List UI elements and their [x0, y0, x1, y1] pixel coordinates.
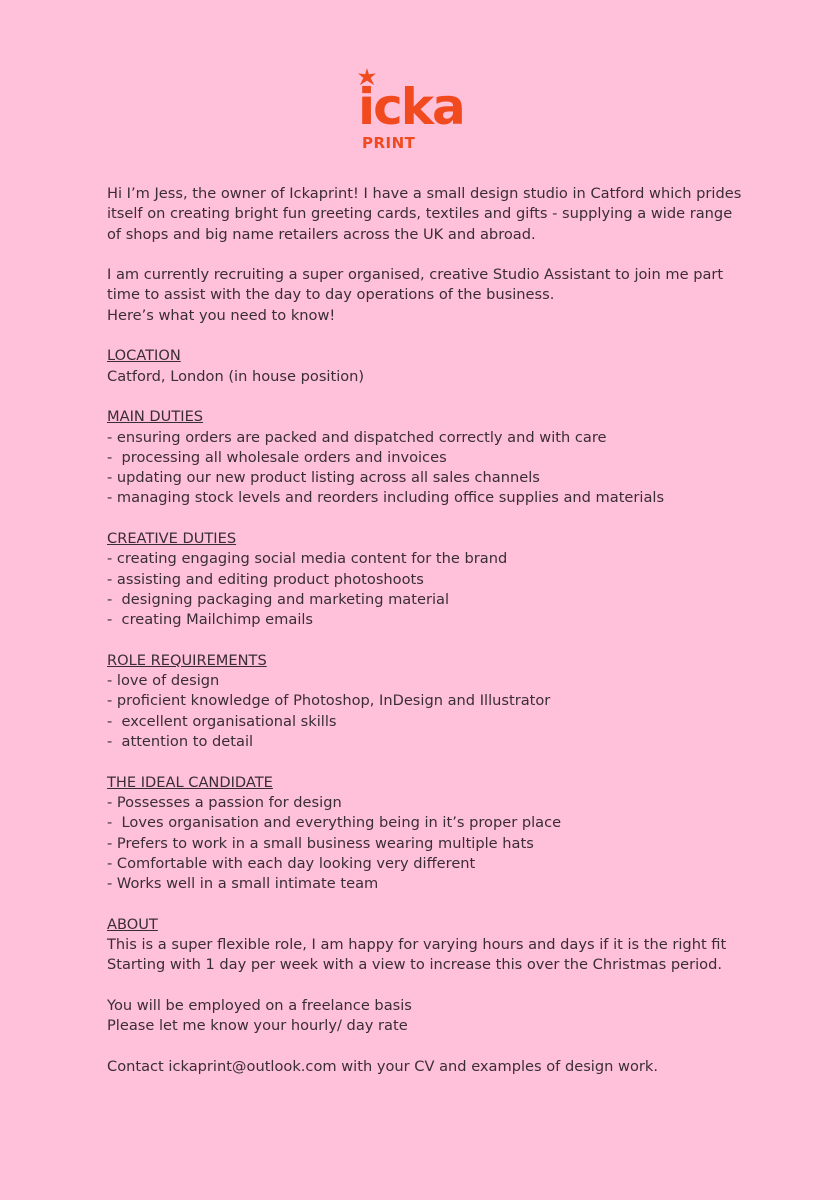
freelance-line: Please let me know your hourly/ day rate: [107, 1017, 408, 1035]
intro-paragraph: Hi I’m Jess, the owner of Ickaprint! I have a small design studio in Catford which prides itself on creating bright fun greeting cards, textiles and gifts - supplying a wide range of shops and big name retailers across the UK and abroad.: [107, 185, 742, 243]
logo-subtitle: PRINT: [362, 134, 416, 152]
section-main-duties: [107, 407, 747, 508]
section-line: - updating our new product listing across all sales channels: [107, 469, 540, 487]
section-heading: THE IDEAL CANDIDATE: [107, 773, 273, 791]
section-line: - ensuring orders are packed and dispatched correctly and with care: [107, 428, 607, 446]
section-about: [107, 915, 747, 976]
section-heading: CREATIVE DUTIES: [107, 530, 237, 548]
freelance-line: You will be employed on a freelance basis: [107, 996, 412, 1014]
section-heading: LOCATION: [107, 347, 181, 365]
section-line: - assisting and editing product photoshoots: [107, 570, 424, 588]
section-line: - Works well in a small intimate team: [107, 875, 379, 893]
section-line: - creating Mailchimp emails: [107, 611, 314, 629]
section-heading: MAIN DUTIES: [107, 408, 204, 426]
section-line: This is a super flexible role, I am happy for varying hours and days if it is the right fit: [107, 935, 727, 953]
logo-wordmark: icka: [358, 78, 464, 136]
section-line: - creating engaging social media content for the brand: [107, 550, 508, 568]
section-line: Starting with 1 day per week with a view to increase this over the Christmas period.: [107, 956, 722, 974]
section-heading: ABOUT: [107, 915, 158, 933]
section-line: - excellent organisational skills: [107, 712, 337, 730]
contact-line: Contact ickaprint@outlook.com with your CV and examples of design work.: [107, 1057, 658, 1075]
section-line: - Loves organisation and everything being in it’s proper place: [107, 814, 562, 832]
recruit-line: Here’s what you need to know!: [107, 306, 336, 324]
section-heading: ROLE REQUIREMENTS: [107, 651, 267, 669]
section-line: - attention to detail: [107, 733, 254, 751]
section-line: - proficient knowledge of Photoshop, InDesign and Illustrator: [107, 692, 551, 710]
section-line: - Prefers to work in a small business wearing multiple hats: [107, 834, 534, 852]
section-line: - managing stock levels and reorders including office supplies and materials: [107, 489, 665, 507]
recruit-line: I am currently recruiting a super organised, creative Studio Assistant to join me part time to assist with the day to day operations of the business.: [107, 266, 728, 304]
section-line: - Comfortable with each day looking very different: [107, 854, 476, 872]
section-line: - Possesses a passion for design: [107, 793, 342, 811]
section-line: - processing all wholesale orders and invoices: [107, 448, 447, 466]
section-line: Catford, London (in house position): [107, 367, 365, 385]
section-line: - designing packaging and marketing material: [107, 590, 450, 608]
section-the-ideal-candidate: [107, 773, 747, 895]
section-creative-duties: [107, 529, 747, 630]
letter-body: [107, 184, 747, 1097]
section-location: [107, 346, 747, 387]
ickaprint-logo: [352, 64, 492, 154]
freelance-paragraph: [107, 996, 747, 1037]
section-role-requirements: [107, 651, 747, 752]
section-line: - love of design: [107, 672, 220, 690]
recruit-paragraph: [107, 265, 747, 326]
